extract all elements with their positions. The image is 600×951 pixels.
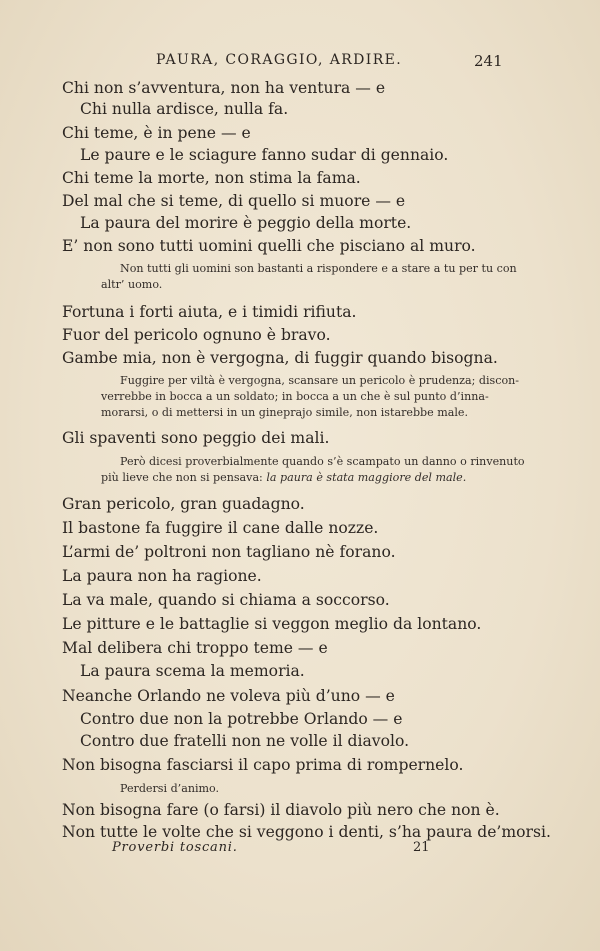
commentary-line: verrebbe in bocca a un soldato; in bocca a un che è sul punto d’inna- bbox=[101, 390, 489, 403]
proverb-line: Chi non s’avventura, non ha ventura — e bbox=[62, 79, 386, 97]
page-footer bbox=[0, 840, 600, 860]
printer-signature: Proverbi toscani. bbox=[112, 840, 238, 855]
proverb-line: Il bastone fa fuggire il cane dalle nozze. bbox=[62, 519, 379, 537]
proverb-continuation: La paura scema la memoria. bbox=[80, 662, 305, 680]
proverb-line: Del mal che si teme, di quello si muore — e bbox=[62, 192, 406, 210]
proverb-line: Mal delibera chi troppo teme — e bbox=[62, 639, 328, 657]
proverb-line: Gran pericolo, gran guadagno. bbox=[62, 495, 305, 513]
commentary-text: più lieve che non si pensava: bbox=[101, 471, 263, 484]
proverb-line: Non bisogna fasciarsi il capo prima di rompernelo. bbox=[62, 756, 464, 774]
commentary-line: altr’ uomo. bbox=[101, 278, 163, 291]
proverb-continuation: Le paure e le sciagure fanno sudar di gennaio. bbox=[80, 146, 449, 164]
proverb-continuation: Chi nulla ardisce, nulla fa. bbox=[80, 100, 289, 118]
commentary-line: Perdersi d’animo. bbox=[120, 782, 220, 795]
signature-number: 21 bbox=[413, 840, 430, 855]
proverb-line: Fortuna i forti aiuta, e i timidi rifiuta. bbox=[62, 303, 357, 321]
commentary-line: Non tutti gli uomini son bastanti a rispondere e a stare a tu per tu con bbox=[120, 262, 517, 275]
proverb-line: Fuor del pericolo ognuno è bravo. bbox=[62, 326, 331, 344]
proverb-line: La va male, quando si chiama a soccorso. bbox=[62, 591, 390, 609]
proverb-line: Gambe mia, non è vergogna, di fuggir quando bisogna. bbox=[62, 349, 498, 367]
page-header bbox=[0, 52, 600, 72]
proverb-line: La paura non ha ragione. bbox=[62, 567, 262, 585]
proverb-line: Non tutte le volte che si veggono i denti, s’ha paura de’morsi. bbox=[62, 823, 551, 841]
commentary-line bbox=[101, 470, 466, 485]
commentary-italic-text: la paura è stata maggiore del male. bbox=[266, 471, 467, 484]
proverb-line: Neanche Orlando ne voleva più d’uno — e bbox=[62, 687, 395, 705]
proverb-line: Chi teme la morte, non stima la fama. bbox=[62, 169, 361, 187]
running-title: PAURA, CORAGGIO, ARDIRE. bbox=[156, 52, 403, 68]
proverb-line: L’armi de’ poltroni non tagliano nè forano. bbox=[62, 543, 396, 561]
proverb-continuation: Contro due non la potrebbe Orlando — e bbox=[80, 710, 403, 728]
commentary-line: morarsi, o di mettersi in un gineprajo simile, non istarebbe male. bbox=[101, 406, 469, 419]
proverb-line: Chi teme, è in pene — e bbox=[62, 124, 251, 142]
page-number: 241 bbox=[474, 52, 503, 70]
proverb-continuation: La paura del morire è peggio della morte. bbox=[80, 214, 412, 232]
commentary-line: Però dicesi proverbialmente quando s’è scampato un danno o rinvenuto bbox=[120, 455, 525, 468]
proverb-line: Non bisogna fare (o farsi) il diavolo più nero che non è. bbox=[62, 801, 500, 819]
proverb-continuation: Contro due fratelli non ne volle il diavolo. bbox=[80, 732, 410, 750]
proverb-line: Le pitture e le battaglie si veggon meglio da lontano. bbox=[62, 615, 482, 633]
proverb-line: E’ non sono tutti uomini quelli che pisciano al muro. bbox=[62, 237, 476, 255]
proverb-line: Gli spaventi sono peggio dei mali. bbox=[62, 429, 330, 447]
commentary-line: Fuggire per viltà è vergogna, scansare un pericolo è prudenza; discon- bbox=[120, 374, 520, 387]
